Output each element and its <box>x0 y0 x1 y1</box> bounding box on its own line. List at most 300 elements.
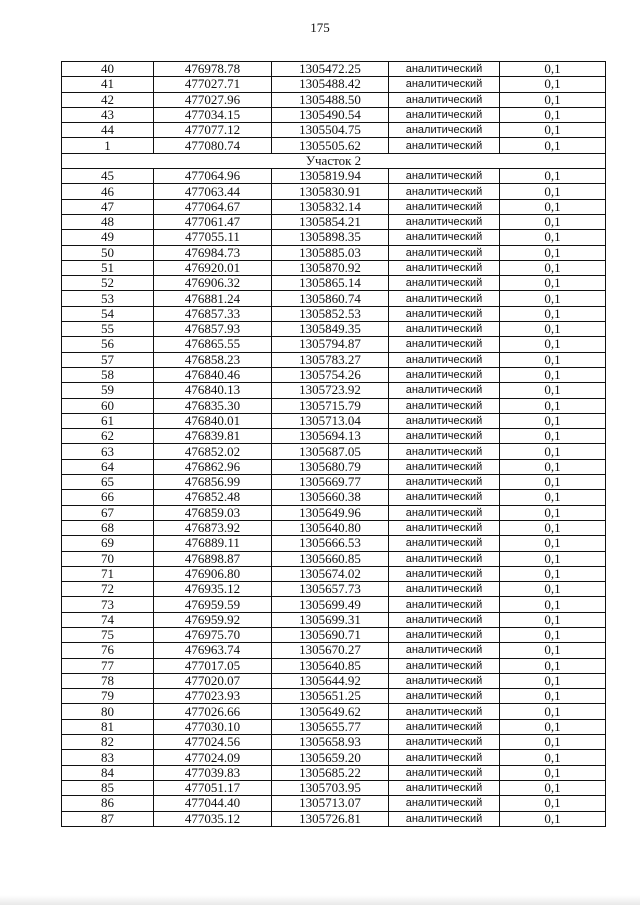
point-number-cell: 40 <box>62 62 154 77</box>
point-number-cell: 79 <box>62 689 154 704</box>
point-number-cell: 72 <box>62 582 154 597</box>
method-cell: аналитический <box>389 780 500 795</box>
accuracy-cell: 0,1 <box>500 673 606 688</box>
point-number-cell: 81 <box>62 719 154 734</box>
accuracy-cell: 0,1 <box>500 643 606 658</box>
table-row <box>62 429 606 444</box>
x-coordinate-cell: 477080.74 <box>154 138 272 153</box>
accuracy-cell: 0,1 <box>500 750 606 765</box>
method-cell: аналитический <box>389 123 500 138</box>
y-coordinate-cell: 1305658.93 <box>272 735 389 750</box>
x-coordinate-cell: 476852.02 <box>154 444 272 459</box>
point-number-cell: 61 <box>62 413 154 428</box>
y-coordinate-cell: 1305723.92 <box>272 383 389 398</box>
table-row <box>62 169 606 184</box>
y-coordinate-cell: 1305699.49 <box>272 597 389 612</box>
y-coordinate-cell: 1305694.13 <box>272 429 389 444</box>
y-coordinate-cell: 1305830.91 <box>272 184 389 199</box>
point-number-cell: 64 <box>62 459 154 474</box>
y-coordinate-cell: 1305649.96 <box>272 505 389 520</box>
accuracy-cell: 0,1 <box>500 536 606 551</box>
y-coordinate-cell: 1305690.71 <box>272 627 389 642</box>
point-number-cell: 59 <box>62 383 154 398</box>
accuracy-cell: 0,1 <box>500 658 606 673</box>
method-cell: аналитический <box>389 291 500 306</box>
point-number-cell: 50 <box>62 245 154 260</box>
method-cell: аналитический <box>389 627 500 642</box>
method-cell: аналитический <box>389 490 500 505</box>
x-coordinate-cell: 477034.15 <box>154 107 272 122</box>
y-coordinate-cell: 1305687.05 <box>272 444 389 459</box>
table-row <box>62 765 606 780</box>
table-row <box>62 367 606 382</box>
y-coordinate-cell: 1305655.77 <box>272 719 389 734</box>
table-row <box>62 276 606 291</box>
x-coordinate-cell: 477039.83 <box>154 765 272 780</box>
scan-edge <box>0 895 640 905</box>
method-cell: аналитический <box>389 260 500 275</box>
method-cell: аналитический <box>389 536 500 551</box>
accuracy-cell: 0,1 <box>500 398 606 413</box>
x-coordinate-cell: 477044.40 <box>154 796 272 811</box>
x-coordinate-cell: 476984.73 <box>154 245 272 260</box>
y-coordinate-cell: 1305832.14 <box>272 199 389 214</box>
method-cell: аналитический <box>389 475 500 490</box>
x-coordinate-cell: 476862.96 <box>154 459 272 474</box>
y-coordinate-cell: 1305674.02 <box>272 566 389 581</box>
y-coordinate-cell: 1305819.94 <box>272 169 389 184</box>
accuracy-cell: 0,1 <box>500 490 606 505</box>
accuracy-cell: 0,1 <box>500 704 606 719</box>
point-number-cell: 46 <box>62 184 154 199</box>
y-coordinate-cell: 1305783.27 <box>272 352 389 367</box>
table-row <box>62 582 606 597</box>
y-coordinate-cell: 1305713.04 <box>272 413 389 428</box>
table-row <box>62 612 606 627</box>
table-row <box>62 520 606 535</box>
y-coordinate-cell: 1305849.35 <box>272 322 389 337</box>
table-row <box>62 138 606 153</box>
method-cell: аналитический <box>389 184 500 199</box>
point-number-cell: 71 <box>62 566 154 581</box>
point-number-cell: 47 <box>62 199 154 214</box>
table-row <box>62 306 606 321</box>
point-number-cell: 85 <box>62 780 154 795</box>
method-cell: аналитический <box>389 107 500 122</box>
section-header: Участок 2 <box>62 153 606 168</box>
accuracy-cell: 0,1 <box>500 291 606 306</box>
accuracy-cell: 0,1 <box>500 413 606 428</box>
accuracy-cell: 0,1 <box>500 184 606 199</box>
method-cell: аналитический <box>389 719 500 734</box>
x-coordinate-cell: 477027.96 <box>154 92 272 107</box>
point-number-cell: 62 <box>62 429 154 444</box>
point-number-cell: 68 <box>62 520 154 535</box>
method-cell: аналитический <box>389 77 500 92</box>
point-number-cell: 82 <box>62 735 154 750</box>
point-number-cell: 73 <box>62 597 154 612</box>
y-coordinate-cell: 1305680.79 <box>272 459 389 474</box>
method-cell: аналитический <box>389 566 500 581</box>
x-coordinate-cell: 476873.92 <box>154 520 272 535</box>
method-cell: аналитический <box>389 199 500 214</box>
y-coordinate-cell: 1305505.62 <box>272 138 389 153</box>
accuracy-cell: 0,1 <box>500 459 606 474</box>
accuracy-cell: 0,1 <box>500 276 606 291</box>
y-coordinate-cell: 1305713.07 <box>272 796 389 811</box>
x-coordinate-cell: 476920.01 <box>154 260 272 275</box>
x-coordinate-cell: 476959.92 <box>154 612 272 627</box>
x-coordinate-cell: 476898.87 <box>154 551 272 566</box>
table-row <box>62 77 606 92</box>
table-row <box>62 673 606 688</box>
table-row <box>62 796 606 811</box>
x-coordinate-cell: 476856.99 <box>154 475 272 490</box>
x-coordinate-cell: 476835.30 <box>154 398 272 413</box>
point-number-cell: 87 <box>62 811 154 826</box>
accuracy-cell: 0,1 <box>500 214 606 229</box>
method-cell: аналитический <box>389 398 500 413</box>
accuracy-cell: 0,1 <box>500 689 606 704</box>
y-coordinate-cell: 1305870.92 <box>272 260 389 275</box>
point-number-cell: 55 <box>62 322 154 337</box>
table-row <box>62 291 606 306</box>
y-coordinate-cell: 1305659.20 <box>272 750 389 765</box>
point-number-cell: 74 <box>62 612 154 627</box>
x-coordinate-cell: 476881.24 <box>154 291 272 306</box>
method-cell: аналитический <box>389 704 500 719</box>
method-cell: аналитический <box>389 520 500 535</box>
table-row <box>62 536 606 551</box>
method-cell: аналитический <box>389 811 500 826</box>
y-coordinate-cell: 1305885.03 <box>272 245 389 260</box>
table-row <box>62 413 606 428</box>
accuracy-cell: 0,1 <box>500 245 606 260</box>
x-coordinate-cell: 476889.11 <box>154 536 272 551</box>
accuracy-cell: 0,1 <box>500 306 606 321</box>
method-cell: аналитический <box>389 322 500 337</box>
x-coordinate-cell: 477063.44 <box>154 184 272 199</box>
table-row <box>62 475 606 490</box>
point-number-cell: 65 <box>62 475 154 490</box>
accuracy-cell: 0,1 <box>500 337 606 352</box>
accuracy-cell: 0,1 <box>500 77 606 92</box>
y-coordinate-cell: 1305699.31 <box>272 612 389 627</box>
method-cell: аналитический <box>389 597 500 612</box>
x-coordinate-cell: 477017.05 <box>154 658 272 673</box>
table-row <box>62 214 606 229</box>
accuracy-cell: 0,1 <box>500 551 606 566</box>
section-header-row <box>62 153 606 168</box>
method-cell: аналитический <box>389 551 500 566</box>
y-coordinate-cell: 1305666.53 <box>272 536 389 551</box>
table-row <box>62 704 606 719</box>
x-coordinate-cell: 477024.56 <box>154 735 272 750</box>
point-number-cell: 48 <box>62 214 154 229</box>
method-cell: аналитический <box>389 413 500 428</box>
method-cell: аналитический <box>389 169 500 184</box>
accuracy-cell: 0,1 <box>500 444 606 459</box>
table-row <box>62 658 606 673</box>
accuracy-cell: 0,1 <box>500 138 606 153</box>
table-row <box>62 398 606 413</box>
method-cell: аналитический <box>389 306 500 321</box>
table-row <box>62 459 606 474</box>
x-coordinate-cell: 476906.80 <box>154 566 272 581</box>
point-number-cell: 60 <box>62 398 154 413</box>
point-number-cell: 70 <box>62 551 154 566</box>
method-cell: аналитический <box>389 245 500 260</box>
x-coordinate-cell: 476840.46 <box>154 367 272 382</box>
method-cell: аналитический <box>389 230 500 245</box>
y-coordinate-cell: 1305794.87 <box>272 337 389 352</box>
method-cell: аналитический <box>389 276 500 291</box>
table-row <box>62 719 606 734</box>
accuracy-cell: 0,1 <box>500 62 606 77</box>
method-cell: аналитический <box>389 92 500 107</box>
point-number-cell: 58 <box>62 367 154 382</box>
method-cell: аналитический <box>389 658 500 673</box>
accuracy-cell: 0,1 <box>500 92 606 107</box>
method-cell: аналитический <box>389 367 500 382</box>
accuracy-cell: 0,1 <box>500 566 606 581</box>
table-row <box>62 566 606 581</box>
method-cell: аналитический <box>389 582 500 597</box>
point-number-cell: 52 <box>62 276 154 291</box>
point-number-cell: 56 <box>62 337 154 352</box>
y-coordinate-cell: 1305488.42 <box>272 77 389 92</box>
y-coordinate-cell: 1305649.62 <box>272 704 389 719</box>
accuracy-cell: 0,1 <box>500 612 606 627</box>
table-row <box>62 444 606 459</box>
method-cell: аналитический <box>389 735 500 750</box>
point-number-cell: 53 <box>62 291 154 306</box>
point-number-cell: 67 <box>62 505 154 520</box>
table-row <box>62 551 606 566</box>
y-coordinate-cell: 1305754.26 <box>272 367 389 382</box>
x-coordinate-cell: 477026.66 <box>154 704 272 719</box>
method-cell: аналитический <box>389 444 500 459</box>
table-row <box>62 597 606 612</box>
table-row <box>62 337 606 352</box>
y-coordinate-cell: 1305640.85 <box>272 658 389 673</box>
table-row <box>62 184 606 199</box>
y-coordinate-cell: 1305669.77 <box>272 475 389 490</box>
accuracy-cell: 0,1 <box>500 383 606 398</box>
y-coordinate-cell: 1305898.35 <box>272 230 389 245</box>
x-coordinate-cell: 477020.07 <box>154 673 272 688</box>
x-coordinate-cell: 476859.03 <box>154 505 272 520</box>
point-number-cell: 69 <box>62 536 154 551</box>
point-number-cell: 42 <box>62 92 154 107</box>
table-row <box>62 750 606 765</box>
point-number-cell: 43 <box>62 107 154 122</box>
y-coordinate-cell: 1305670.27 <box>272 643 389 658</box>
accuracy-cell: 0,1 <box>500 169 606 184</box>
x-coordinate-cell: 476975.70 <box>154 627 272 642</box>
accuracy-cell: 0,1 <box>500 796 606 811</box>
x-coordinate-cell: 477077.12 <box>154 123 272 138</box>
page-number: 175 <box>310 20 330 35</box>
accuracy-cell: 0,1 <box>500 811 606 826</box>
point-number-cell: 63 <box>62 444 154 459</box>
point-number-cell: 44 <box>62 123 154 138</box>
table-row <box>62 260 606 275</box>
x-coordinate-cell: 476857.93 <box>154 322 272 337</box>
table-row <box>62 383 606 398</box>
table-row <box>62 735 606 750</box>
method-cell: аналитический <box>389 750 500 765</box>
x-coordinate-cell: 477027.71 <box>154 77 272 92</box>
method-cell: аналитический <box>389 383 500 398</box>
x-coordinate-cell: 476858.23 <box>154 352 272 367</box>
point-number-cell: 80 <box>62 704 154 719</box>
point-number-cell: 54 <box>62 306 154 321</box>
method-cell: аналитический <box>389 673 500 688</box>
accuracy-cell: 0,1 <box>500 765 606 780</box>
point-number-cell: 41 <box>62 77 154 92</box>
table-row <box>62 505 606 520</box>
y-coordinate-cell: 1305852.53 <box>272 306 389 321</box>
point-number-cell: 57 <box>62 352 154 367</box>
table-row <box>62 62 606 77</box>
point-number-cell: 49 <box>62 230 154 245</box>
accuracy-cell: 0,1 <box>500 520 606 535</box>
accuracy-cell: 0,1 <box>500 123 606 138</box>
y-coordinate-cell: 1305660.85 <box>272 551 389 566</box>
accuracy-cell: 0,1 <box>500 505 606 520</box>
y-coordinate-cell: 1305685.22 <box>272 765 389 780</box>
y-coordinate-cell: 1305472.25 <box>272 62 389 77</box>
accuracy-cell: 0,1 <box>500 429 606 444</box>
point-number-cell: 66 <box>62 490 154 505</box>
table-row <box>62 199 606 214</box>
y-coordinate-cell: 1305854.21 <box>272 214 389 229</box>
method-cell: аналитический <box>389 62 500 77</box>
method-cell: аналитический <box>389 138 500 153</box>
point-number-cell: 1 <box>62 138 154 153</box>
y-coordinate-cell: 1305865.14 <box>272 276 389 291</box>
table-row <box>62 627 606 642</box>
y-coordinate-cell: 1305640.80 <box>272 520 389 535</box>
y-coordinate-cell: 1305490.54 <box>272 107 389 122</box>
y-coordinate-cell: 1305651.25 <box>272 689 389 704</box>
x-coordinate-cell: 476865.55 <box>154 337 272 352</box>
method-cell: аналитический <box>389 352 500 367</box>
table-row <box>62 92 606 107</box>
y-coordinate-cell: 1305715.79 <box>272 398 389 413</box>
table-row <box>62 230 606 245</box>
x-coordinate-cell: 477024.09 <box>154 750 272 765</box>
accuracy-cell: 0,1 <box>500 735 606 750</box>
x-coordinate-cell: 476935.12 <box>154 582 272 597</box>
accuracy-cell: 0,1 <box>500 260 606 275</box>
x-coordinate-cell: 476906.32 <box>154 276 272 291</box>
y-coordinate-cell: 1305504.75 <box>272 123 389 138</box>
point-number-cell: 86 <box>62 796 154 811</box>
point-number-cell: 77 <box>62 658 154 673</box>
point-number-cell: 84 <box>62 765 154 780</box>
x-coordinate-cell: 477055.11 <box>154 230 272 245</box>
x-coordinate-cell: 477035.12 <box>154 811 272 826</box>
x-coordinate-cell: 476852.48 <box>154 490 272 505</box>
x-coordinate-cell: 476839.81 <box>154 429 272 444</box>
method-cell: аналитический <box>389 429 500 444</box>
x-coordinate-cell: 477064.67 <box>154 199 272 214</box>
x-coordinate-cell: 477064.96 <box>154 169 272 184</box>
point-number-cell: 78 <box>62 673 154 688</box>
accuracy-cell: 0,1 <box>500 719 606 734</box>
accuracy-cell: 0,1 <box>500 597 606 612</box>
y-coordinate-cell: 1305703.95 <box>272 780 389 795</box>
table-row <box>62 689 606 704</box>
table-row <box>62 490 606 505</box>
accuracy-cell: 0,1 <box>500 780 606 795</box>
y-coordinate-cell: 1305657.73 <box>272 582 389 597</box>
table-row <box>62 811 606 826</box>
table-row <box>62 643 606 658</box>
table-row <box>62 245 606 260</box>
method-cell: аналитический <box>389 765 500 780</box>
coordinates-table-body <box>62 62 606 827</box>
table-row <box>62 352 606 367</box>
x-coordinate-cell: 477030.10 <box>154 719 272 734</box>
accuracy-cell: 0,1 <box>500 230 606 245</box>
x-coordinate-cell: 476840.13 <box>154 383 272 398</box>
table-row <box>62 322 606 337</box>
accuracy-cell: 0,1 <box>500 582 606 597</box>
accuracy-cell: 0,1 <box>500 475 606 490</box>
coordinates-table <box>61 61 606 827</box>
x-coordinate-cell: 476978.78 <box>154 62 272 77</box>
point-number-cell: 83 <box>62 750 154 765</box>
x-coordinate-cell: 477023.93 <box>154 689 272 704</box>
accuracy-cell: 0,1 <box>500 322 606 337</box>
table-row <box>62 107 606 122</box>
y-coordinate-cell: 1305660.38 <box>272 490 389 505</box>
table-row <box>62 123 606 138</box>
method-cell: аналитический <box>389 459 500 474</box>
point-number-cell: 45 <box>62 169 154 184</box>
accuracy-cell: 0,1 <box>500 352 606 367</box>
x-coordinate-cell: 476963.74 <box>154 643 272 658</box>
method-cell: аналитический <box>389 214 500 229</box>
x-coordinate-cell: 477061.47 <box>154 214 272 229</box>
method-cell: аналитический <box>389 689 500 704</box>
point-number-cell: 75 <box>62 627 154 642</box>
accuracy-cell: 0,1 <box>500 627 606 642</box>
y-coordinate-cell: 1305726.81 <box>272 811 389 826</box>
x-coordinate-cell: 476857.33 <box>154 306 272 321</box>
y-coordinate-cell: 1305860.74 <box>272 291 389 306</box>
method-cell: аналитический <box>389 505 500 520</box>
x-coordinate-cell: 477051.17 <box>154 780 272 795</box>
x-coordinate-cell: 476959.59 <box>154 597 272 612</box>
method-cell: аналитический <box>389 337 500 352</box>
y-coordinate-cell: 1305644.92 <box>272 673 389 688</box>
point-number-cell: 76 <box>62 643 154 658</box>
accuracy-cell: 0,1 <box>500 367 606 382</box>
accuracy-cell: 0,1 <box>500 199 606 214</box>
table-row <box>62 780 606 795</box>
accuracy-cell: 0,1 <box>500 107 606 122</box>
method-cell: аналитический <box>389 643 500 658</box>
x-coordinate-cell: 476840.01 <box>154 413 272 428</box>
method-cell: аналитический <box>389 612 500 627</box>
y-coordinate-cell: 1305488.50 <box>272 92 389 107</box>
method-cell: аналитический <box>389 796 500 811</box>
point-number-cell: 51 <box>62 260 154 275</box>
